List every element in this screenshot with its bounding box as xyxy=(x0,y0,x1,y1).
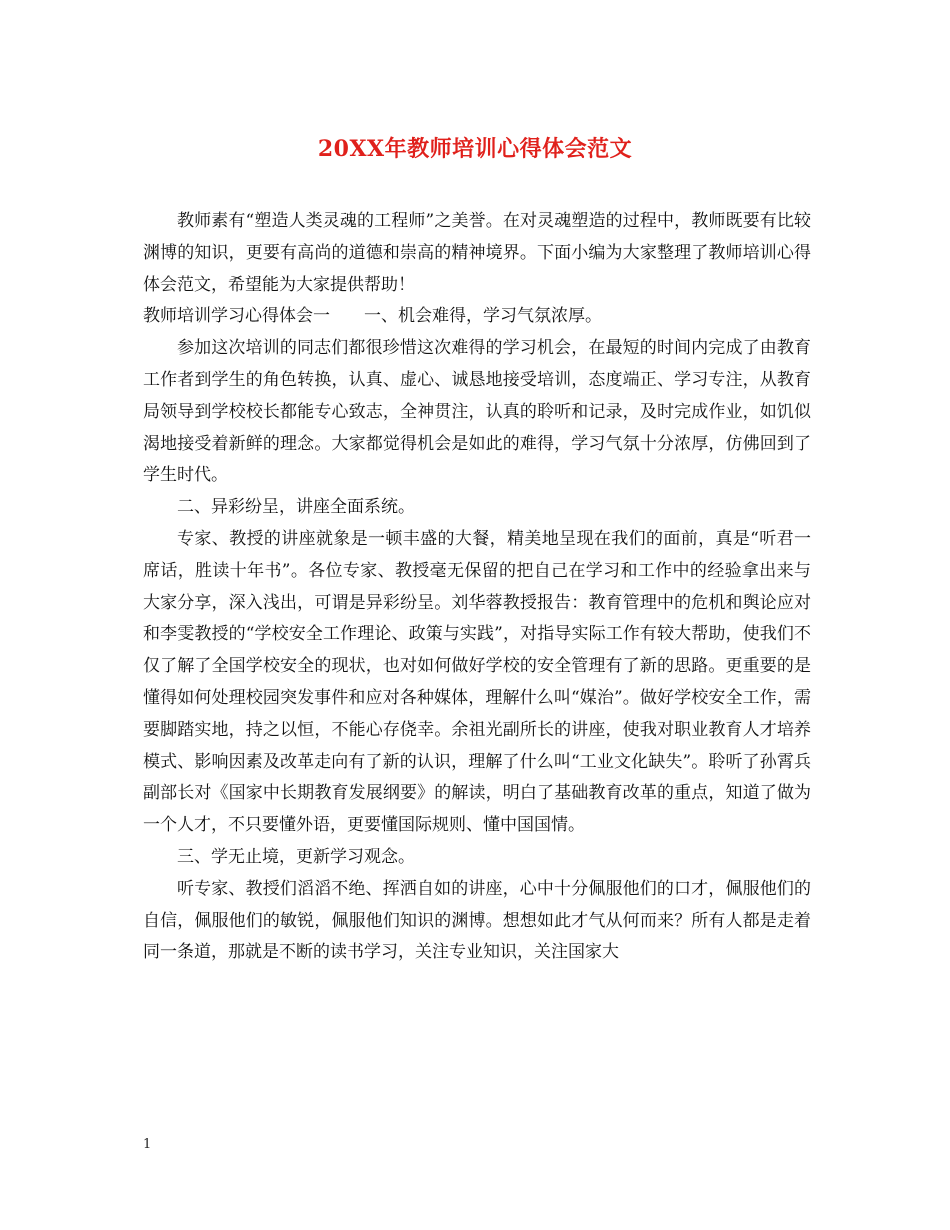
section-heading-one: 教师培训学习心得体会一 一、机会难得，学习气氛浓厚。 xyxy=(143,306,602,327)
page-number: 1 xyxy=(143,1137,152,1152)
document-body xyxy=(143,206,811,969)
body-paragraph: 参加这次培训的同志们都很珍惜这次难得的学习机会，在最短的时间内完成了由教育工作者到学生的角色转换，认真、虚心、诚恳地接受培训，态度端正、学习专注，从教育局领导到学校校长都能专心致志，全神贯注，认真的聆听和记录，及时完成作业，如饥似渴地接受着新鲜的理念。大家都觉得机会是如此的难得，学习气氛十分浓厚，仿佛回到了学生时代。 xyxy=(143,338,811,486)
section-heading-three: 三、学无止境，更新学习观念。 xyxy=(177,846,415,867)
intro-paragraph: 教师素有“塑造人类灵魂的工程师”之美誉。在对灵魂塑造的过程中，教师既要有比较渊博的知识，更要有高尚的道德和崇高的精神境界。下面小编为大家整理了教师培训心得体会范文，希望能为大家提供帮助！ xyxy=(143,211,811,295)
section-heading-two: 二、异彩纷呈，讲座全面系统。 xyxy=(177,497,415,518)
document-title: 20XX年教师培训心得体会范文 xyxy=(317,136,633,162)
body-paragraph: 专家、教授的讲座就象是一顿丰盛的大餐，精美地呈现在我们的面前，真是“听君一席话，胜读十年书”。各位专家、教授毫无保留的把自己在学习和工作中的经验拿出来与大家分享，深入浅出，可谓是异彩纷呈。刘华蓉教授报告：教育管理中的危机和舆论应对和李雯教授的“学校安全工作理论、政策与实践”，对指导实际工作有较大帮助，使我们不仅了解了全国学校安全的现状，也对如何做好学校的安全管理有了新的思路。更重要的是懂得如何处理校园突发事件和应对各种媒体，理解什么叫“媒治”。做好学校安全工作，需要脚踏实地，持之以恒，不能心存侥幸。余祖光副所长的讲座，使我对职业教育人才培养模式、影响因素及改革走向有了新的认识，理解了什么叫“工业文化缺失”。聆听了孙霄兵副部长对《国家中长期教育发展纲要》的解读，明白了基础教育改革的重点，知道了做为一个人才，不只要懂外语，更要懂国际规则、懂中国国情。 xyxy=(143,528,811,836)
body-paragraph: 听专家、教授们滔滔不绝、挥洒自如的讲座，心中十分佩服他们的口才，佩服他们的自信，佩服他们的敏锐，佩服他们知识的渊博。想想如此才气从何而来？所有人都是走着同一条道，那就是不断的读书学习，关注专业知识，关注国家大 xyxy=(143,878,811,963)
